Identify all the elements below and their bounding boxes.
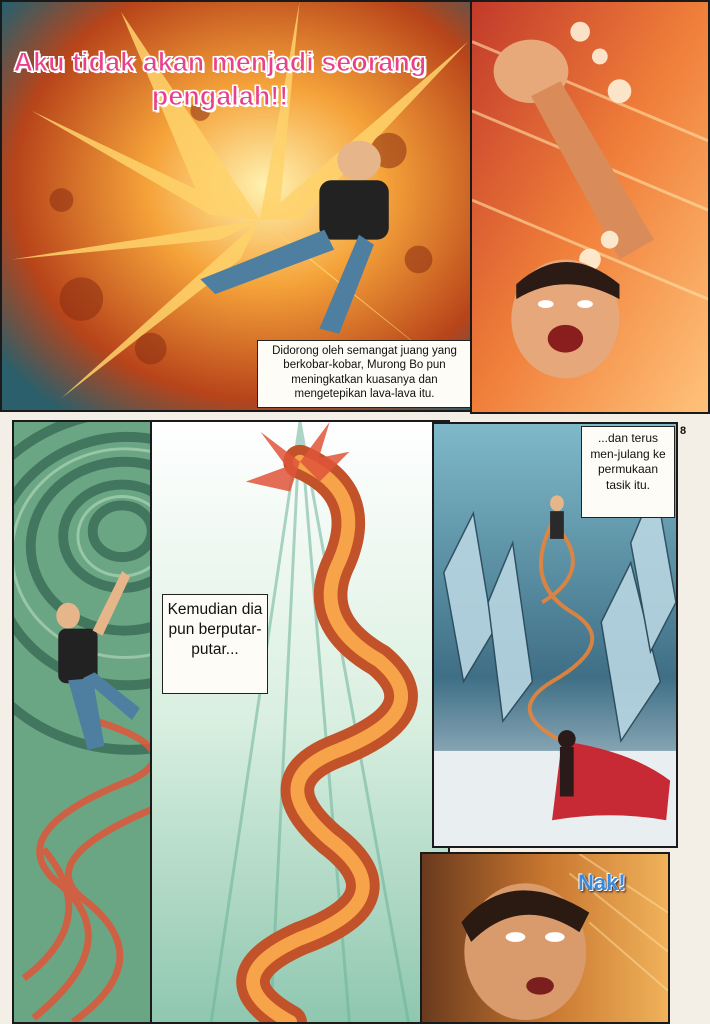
panel-lava-explosion [0,0,484,412]
panel-face-closeup [420,852,670,1024]
panel-fire-dragon [150,420,450,1024]
caption-panel-5: ...dan terus men-julang ke permukaan tasik itu. [581,426,675,518]
shout-text: Aku tidak akan menjadi seorang pengalah!! [13,47,427,111]
page-number: 8 [680,425,687,437]
face-closeup-art [422,854,668,1022]
fire-dragon-art [152,422,448,1022]
screaming-face-art [472,2,708,412]
caption-panel-1: Didorong oleh semangat juang yang berkobar-kobar, Murong Bo pun meningkatkan kuasanya dan mengetepikan lava-lava itu. [257,340,472,408]
sfx-text: Nak! [578,870,626,895]
panel-crystal-lake [432,422,678,848]
rising-figure [550,495,564,539]
caption-panel-4: Kemudian dia pun berputar-putar... [162,594,268,694]
screaming-face [511,259,619,378]
panel-screaming-face [470,0,710,414]
